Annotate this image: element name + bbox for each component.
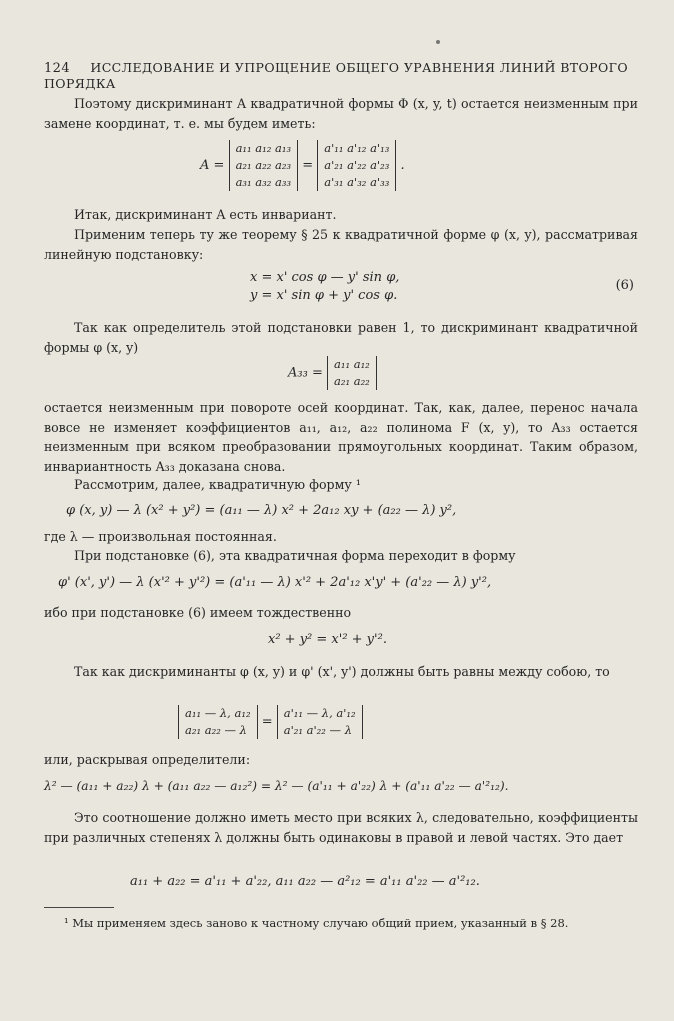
paragraph-1: Поэтому дискриминант A квадратичной формы Φ (x, y, t) остается неизменным при замене координат, т. е. мы будем иметь: [44, 96, 638, 131]
footnote: ¹ Мы применяем здесь заново к частному случаю общий прием, указанный в § 28. [64, 916, 569, 930]
paragraph-10: Так как дискриминанты φ (x, y) и φ' (x', y') должны быть равны между собою, то [74, 664, 610, 679]
paragraph-12: Это соотношение должно иметь место при всяких λ, следовательно, коэффициенты при различных степенях λ должны быть одинаковы в правой и левой частях. Это дает [44, 810, 638, 845]
identity-equation: x² + y² = x'² + y'². [268, 632, 387, 647]
running-header [44, 60, 634, 91]
page-number: 124 [44, 61, 71, 76]
substitution-line-2: y = x' sin φ + y' cos φ. [250, 288, 398, 303]
paragraph-4: Так как определитель этой подстановки равен 1, то дискриминант квадратичной формы φ (x, y) [44, 320, 638, 355]
invariants-result: a₁₁ + a₂₂ = a'₁₁ + a'₂₂, a₁₁ a₂₂ — a²₁₂ = a'₁₁ a'₂₂ — a'²₁₂. [130, 874, 480, 889]
det-row: a'₂₁ a'₂₂ a'₂₃ [324, 158, 390, 172]
det-row: a₁₁ a₁₂ [333, 357, 370, 371]
determinant-transformed [317, 140, 396, 191]
det-row: a₂₁ a₂₂ [333, 374, 370, 388]
a33-label: A₃₃ = [288, 365, 323, 381]
det-row: a₁₁ — λ, a₁₂ [185, 706, 251, 720]
footnote-rule [44, 907, 114, 908]
quadratic-form-2: φ' (x', y') — λ (x'² + y'²) = (a'₁₁ — λ) x'² + 2a'₁₂ x'y' + (a'₂₂ — λ) y'², [58, 575, 492, 590]
paragraph-7: где λ — произвольная постоянная. [44, 529, 277, 544]
running-title: ИССЛЕДОВАНИЕ И УПРОЩЕНИЕ ОБЩЕГО УРАВНЕНИЯ ЛИНИЙ ВТОРОГО ПОРЯДКА [44, 60, 628, 91]
det-row: a'₃₁ a'₃₂ a'₃₃ [324, 175, 390, 189]
substitution-line-1: x = x' cos φ — y' sin φ, [250, 270, 400, 285]
discriminant-equation: A = a₁₁ a₁₂ a₁₃ a₂₁ a₂₂ a₂₃ a₃₁ a₃₂ a₃₃ = a'₁₁ a'₁₂ a'₁₃ a'₂₁ a'₂₂ a'₂₃ a'₃₁ a'₃₂ a'₃₃ . [200, 141, 405, 189]
det-row: a'₂₁ a'₂₂ — λ [283, 723, 352, 737]
determinant-right [277, 705, 363, 739]
det-row: a₂₁ a₂₂ a₂₃ [235, 158, 292, 172]
expanded-equation: λ² — (a₁₁ + a₂₂) λ + (a₁₁ a₂₂ — a₁₂²) = λ² — (a'₁₁ + a'₂₂) λ + (a'₁₁ a'₂₂ — a'²₁₂). [44, 779, 509, 793]
paragraph-9: ибо при подстановке (6) имеем тождественно [44, 605, 352, 620]
det-row: a₁₁ a₁₂ a₁₃ [235, 141, 292, 155]
determinant-original [229, 140, 299, 191]
det-row: a₃₁ a₃₂ a₃₃ [235, 175, 292, 189]
paragraph-2: Итак, дискриминант A есть инвариант. [74, 207, 337, 222]
det-row: a'₁₁ — λ, a'₁₂ [283, 706, 356, 720]
paragraph-3: Применим теперь ту же теорему § 25 к квадратичной форме φ (x, y), рассматривая линейную подстановку: [44, 227, 638, 262]
determinant-left [178, 705, 258, 739]
det-row: a₂₁ a₂₂ — λ [185, 723, 247, 737]
paragraph-5: остается неизменным при повороте осей координат. Так, как, далее, перенос начала вовсе не изменяет коэффициентов a₁₁, a₁₂, a₂₂ полинома F (x, y), то A₃₃ остается неизменным при всяком преобразовании прямоугольных координат. Таким образом, инвариантность A₃₃ доказана снова. [44, 400, 638, 474]
det-row: a'₁₁ a'₁₂ a'₁₃ [324, 141, 390, 155]
paragraph-11: или, раскрывая определители: [44, 752, 251, 767]
print-speck [436, 40, 440, 44]
determinant-equality: a₁₁ — λ, a₁₂ a₂₁ a₂₂ — λ = a'₁₁ — λ, a'₁₂ a'₂₁ a'₂₂ — λ [178, 705, 363, 739]
quadratic-form-1: φ (x, y) — λ (x² + y²) = (a₁₁ — λ) x² + 2a₁₂ xy + (a₂₂ — λ) y², [66, 503, 457, 518]
a33-equation [288, 356, 377, 390]
paragraph-8: При подстановке (6), эта квадратичная форма переходит в форму [74, 548, 516, 563]
a33-determinant [327, 356, 377, 390]
equation-number: (6) [615, 278, 634, 293]
discriminant-label: A = [200, 158, 225, 173]
paragraph-6: Рассмотрим, далее, квадратичную форму ¹ [74, 477, 361, 492]
